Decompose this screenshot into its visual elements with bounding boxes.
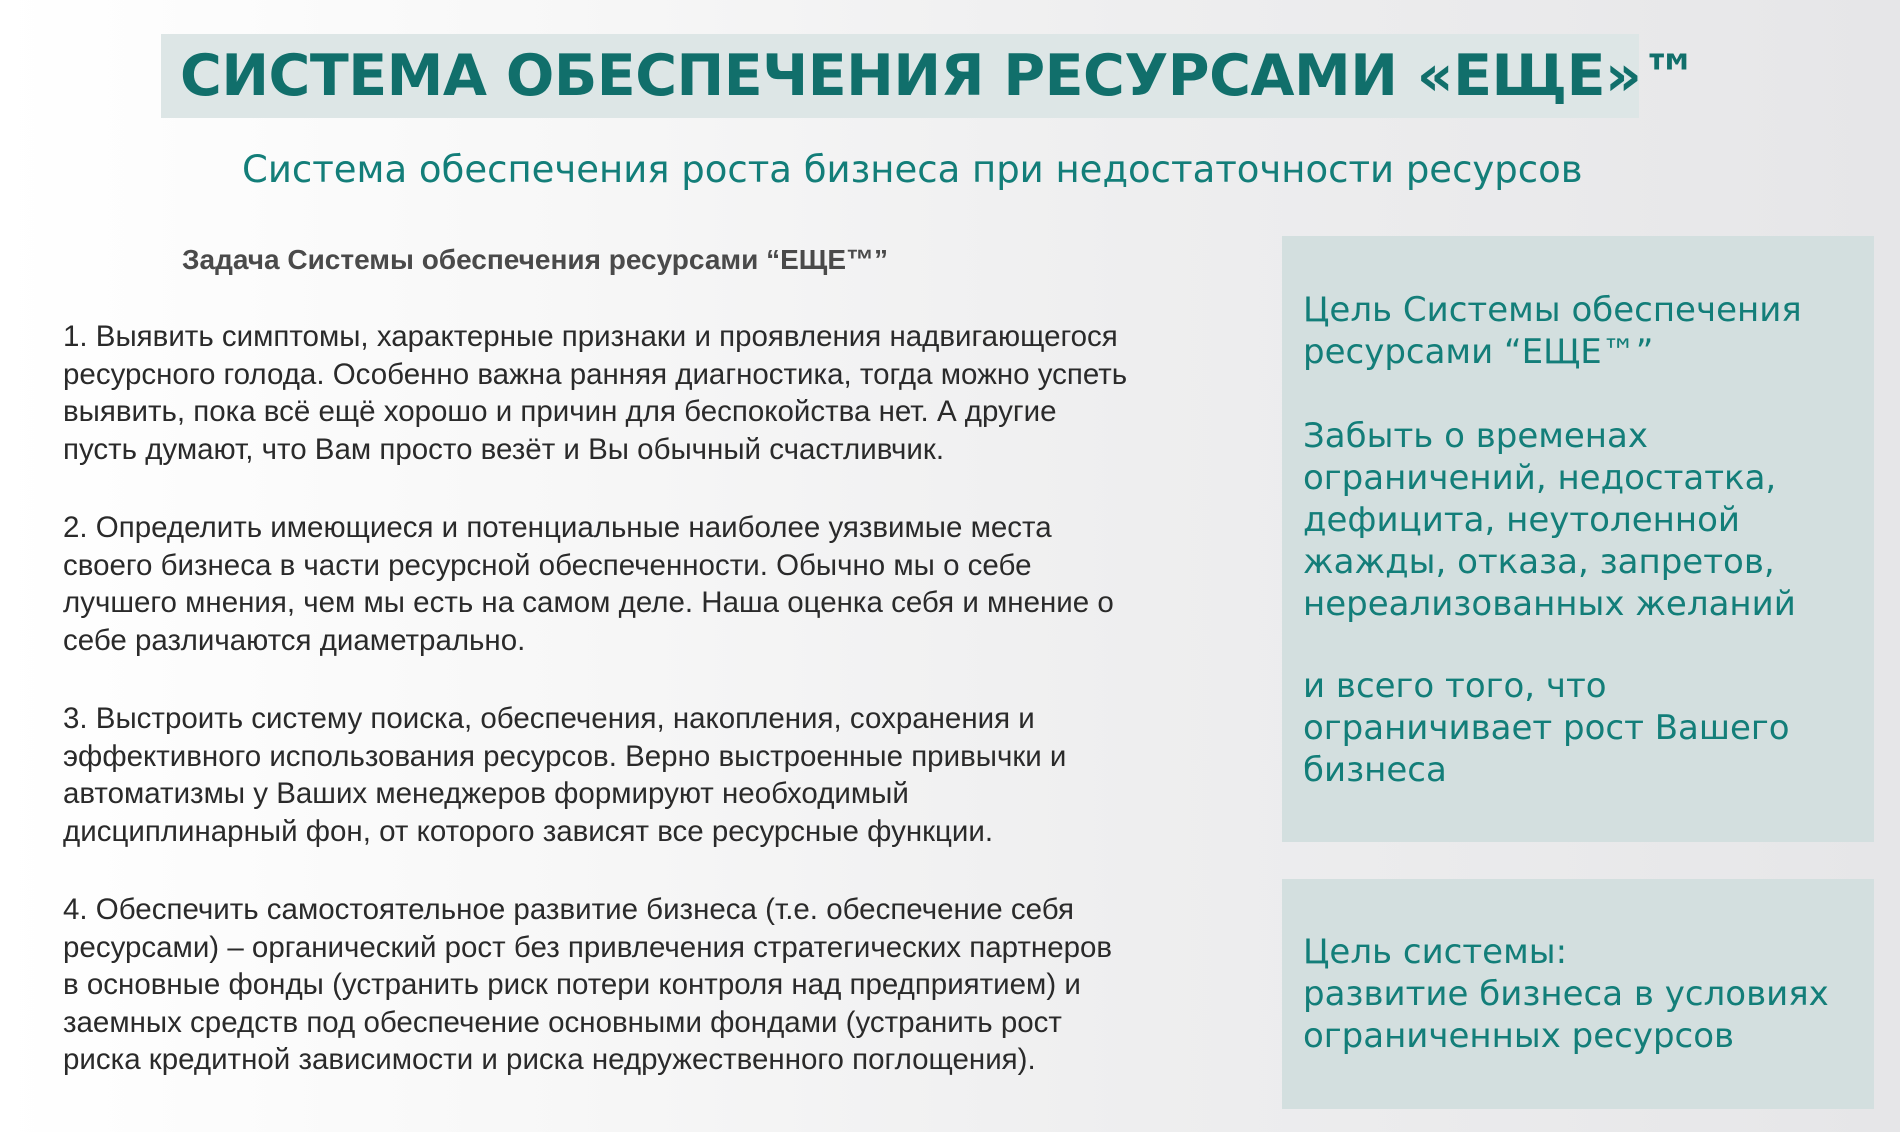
- system-goal-text: Цель системы: развитие бизнеса в условиях ограниченных ресурсов: [1303, 932, 1829, 1056]
- goal-panel: [1282, 236, 1874, 842]
- goal-tail: и всего того, что ограничивает рост Вашего бизнеса: [1303, 666, 1790, 790]
- task-item-4: 4. Обеспечить самостоятельное развитие бизнеса (т.е. обеспечение себя ресурсами) – органический рост без привлечения стратегических партнеров в основные фонды (устранить риск потери контроля над предприятием) и заемных средств под обеспечение основными фондами (устранить рост риска кредитной зависимости и риска недружественного поглощения).: [63, 893, 1113, 1076]
- system-goal-panel: [1282, 879, 1874, 1109]
- goal-heading: Цель Системы обеспечения ресурсами “ЕЩЕ™”: [1303, 290, 1802, 372]
- tasks-list: [63, 318, 1263, 1120]
- task-item-2: 2. Определить имеющиеся и потенциальные наиболее уязвимые места своего бизнеса в части ресурсной обеспеченности. Обычно мы о себе лучшего мнения, чем мы есть на самом деле. Наша оценка себя и мнение о себе различаются диаметрально.: [63, 511, 1114, 657]
- page-title: СИСТЕМА ОБЕСПЕЧЕНИЯ РЕСУРСАМИ «ЕЩЕ»™: [180, 43, 1698, 109]
- goal-body: Забыть о временах ограничений, недостатка, дефицита, неутоленной жажды, отказа, запретов, нереализованных желаний: [1303, 416, 1796, 624]
- task-item-1: 1. Выявить симптомы, характерные признаки и проявления надвигающегося ресурсного голода. Особенно важна ранняя диагностика, тогда можно успеть выявить, пока всё ещё хорошо и причин для беспокойства нет. А другие пусть думают, что Вам просто везёт и Вы обычный счастливчик.: [63, 320, 1128, 466]
- title-banner: [161, 34, 1698, 118]
- tasks-heading: Задача Системы обеспечения ресурсами “ЕЩЕ™”: [182, 244, 888, 275]
- page-subtitle: Система обеспечения роста бизнеса при недостаточности ресурсов: [242, 148, 1583, 191]
- task-item-3: 3. Выстроить систему поиска, обеспечения, накопления, сохранения и эффективного использования ресурсов. Верно выстроенные привычки и автоматизмы у Ваших менеджеров формируют необходимый дисциплинарный фон, от которого зависят все ресурсные функции.: [63, 702, 1067, 848]
